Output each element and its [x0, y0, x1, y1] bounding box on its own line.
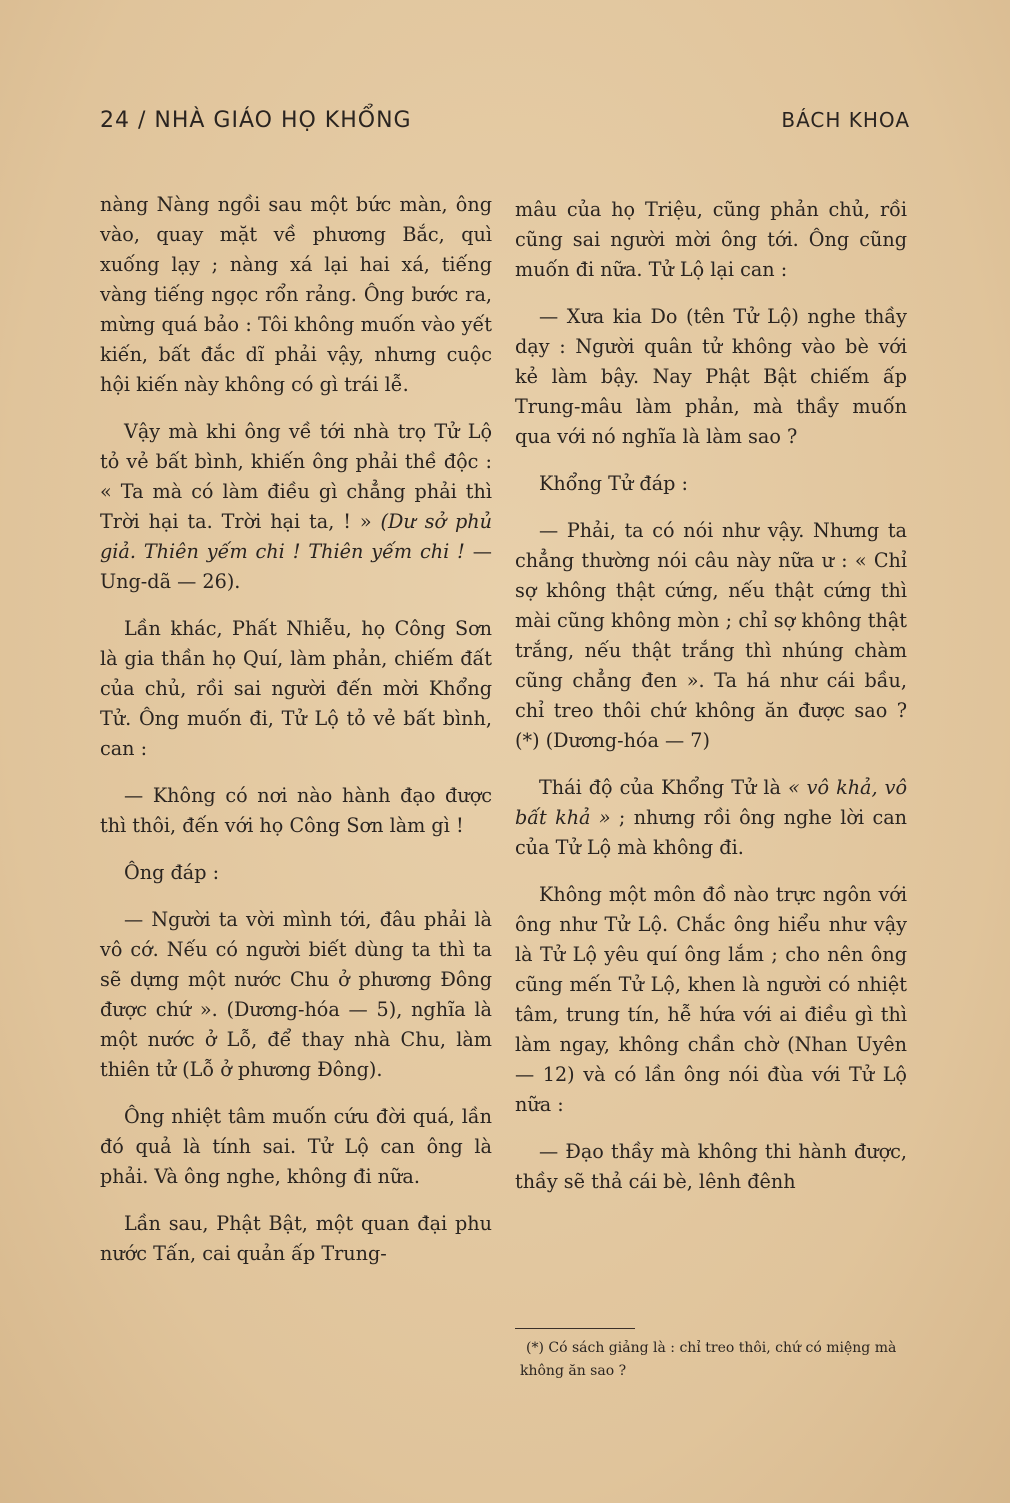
paragraph: nàng Nàng ngồi sau một bức màn, ông vào, quay mặt về phương Bắc, quì xuống lạy ; nàng xá lại hai xá, tiếng vàng tiếng ngọc rổn rảng. Ông bước ra, mừng quá bảo : Tôi không muốn vào yết kiến, bất đắc dĩ phải vậy, nhưng cuộc hội kiến này không có gì trái lễ.	[100, 193, 492, 396]
left-column	[100, 190, 492, 1286]
footnote-divider	[515, 1328, 635, 1329]
paragraph: Lần sau, Phật Bật, một quan đại phu nước Tấn, cai quản ấp Trung-	[100, 1212, 492, 1265]
paragraph	[515, 773, 907, 863]
paragraph: Khổng Tử đáp :	[539, 472, 688, 495]
paragraph-text: Vậy mà khi ông về tới nhà trọ Tử Lộ tỏ vẻ bất bình, khiến ông phải thề độc : « Ta mà có làm điều gì chẳng phải thì Trời hại ta. Trời hại ta, ! »	[100, 420, 492, 533]
paragraph: — Không có nơi nào hành đạo được thì thôi, đến với họ Công Sơn làm gì !	[100, 784, 492, 837]
magazine-name: BÁCH KHOA	[781, 108, 910, 132]
footnote: (*) Có sách giảng là : chỉ treo thôi, chứ có miệng mà không ăn sao ?	[520, 1340, 897, 1379]
running-header	[100, 108, 910, 133]
paragraph: — Đạo thầy mà không thi hành được, thầy sẽ thả cái bè, lênh đênh	[515, 1140, 907, 1193]
paragraph: Không một môn đồ nào trực ngôn với ông như Tử Lộ. Chắc ông hiểu như vậy là Tử Lộ yêu quí ông lắm ; cho nên ông cũng mến Tử Lộ, khen là người có nhiệt tâm, trung tín, hễ hứa với ai điều gì thì làm ngay, không chần chờ (Nhan Uyên — 12) và có lần ông nói đùa với Tử Lộ nữa :	[515, 883, 907, 1116]
paragraph: — Phải, ta có nói như vậy. Nhưng ta chẳng thường nói câu này nữa ư : « Chỉ sợ không thật cứng, nếu thật cứng thì mài cũng không mòn ; chỉ sợ không thật trắng, nếu thật trắng thì nhúng chàm cũng chẳng đen ». Ta há như cái bầu, chỉ treo thôi chứ không ăn được sao ? (*) (Dương-hóa — 7)	[515, 519, 907, 752]
paragraph: Ông nhiệt tâm muốn cứu đời quá, lần đó quả là tính sai. Tử Lộ can ông là phải. Và ông nghe, không đi nữa.	[100, 1105, 492, 1188]
paragraph: mâu của họ Triệu, cũng phản chủ, rồi cũng sai người mời ông tới. Ông cũng muốn đi nữa. Tử Lộ lại can :	[515, 198, 907, 281]
paragraph	[100, 417, 492, 597]
italic-quote: « vô khả, vô bất khả »	[515, 776, 907, 829]
paragraph-text: Thái độ của Khổng Tử là	[539, 776, 788, 799]
paragraph-text: ; nhưng rồi ông nghe lời can của Tử Lộ mà không đi.	[515, 806, 907, 859]
paragraph: — Xưa kia Do (tên Tử Lộ) nghe thầy dạy : Người quân tử không vào bè với kẻ làm bậy. Nay Phật Bật chiếm ấp Trung-mâu làm phản, mà thầy muốn qua với nó nghĩa là làm sao ?	[515, 305, 907, 448]
italic-citation: (Dư sở phủ giả. Thiên yếm chi ! Thiên yếm chi !	[100, 510, 492, 563]
paragraph: Lần khác, Phất Nhiễu, họ Công Sơn là gia thần họ Quí, làm phản, chiếm đất của chủ, rồi sai người đến mời Khổng Tử. Ông muốn đi, Tử Lộ tỏ vẻ bất bình, can :	[100, 617, 492, 760]
paragraph: — Người ta vời mình tới, đâu phải là vô cớ. Nếu có người biết dùng ta thì ta sẽ dựng một nước Chu ở phương Đông được chứ ». (Dương-hóa — 5), nghĩa là một nước ở Lỗ, để thay nhà Chu, làm thiên tử (Lỗ ở phương Đông).	[100, 908, 492, 1081]
page-number-title: 24 / NHÀ GIÁO HỌ KHỔNG	[100, 108, 412, 133]
citation-reference: — Ung-dã — 26).	[100, 540, 492, 593]
paragraph: Ông đáp :	[124, 861, 220, 884]
right-column	[515, 195, 907, 1214]
